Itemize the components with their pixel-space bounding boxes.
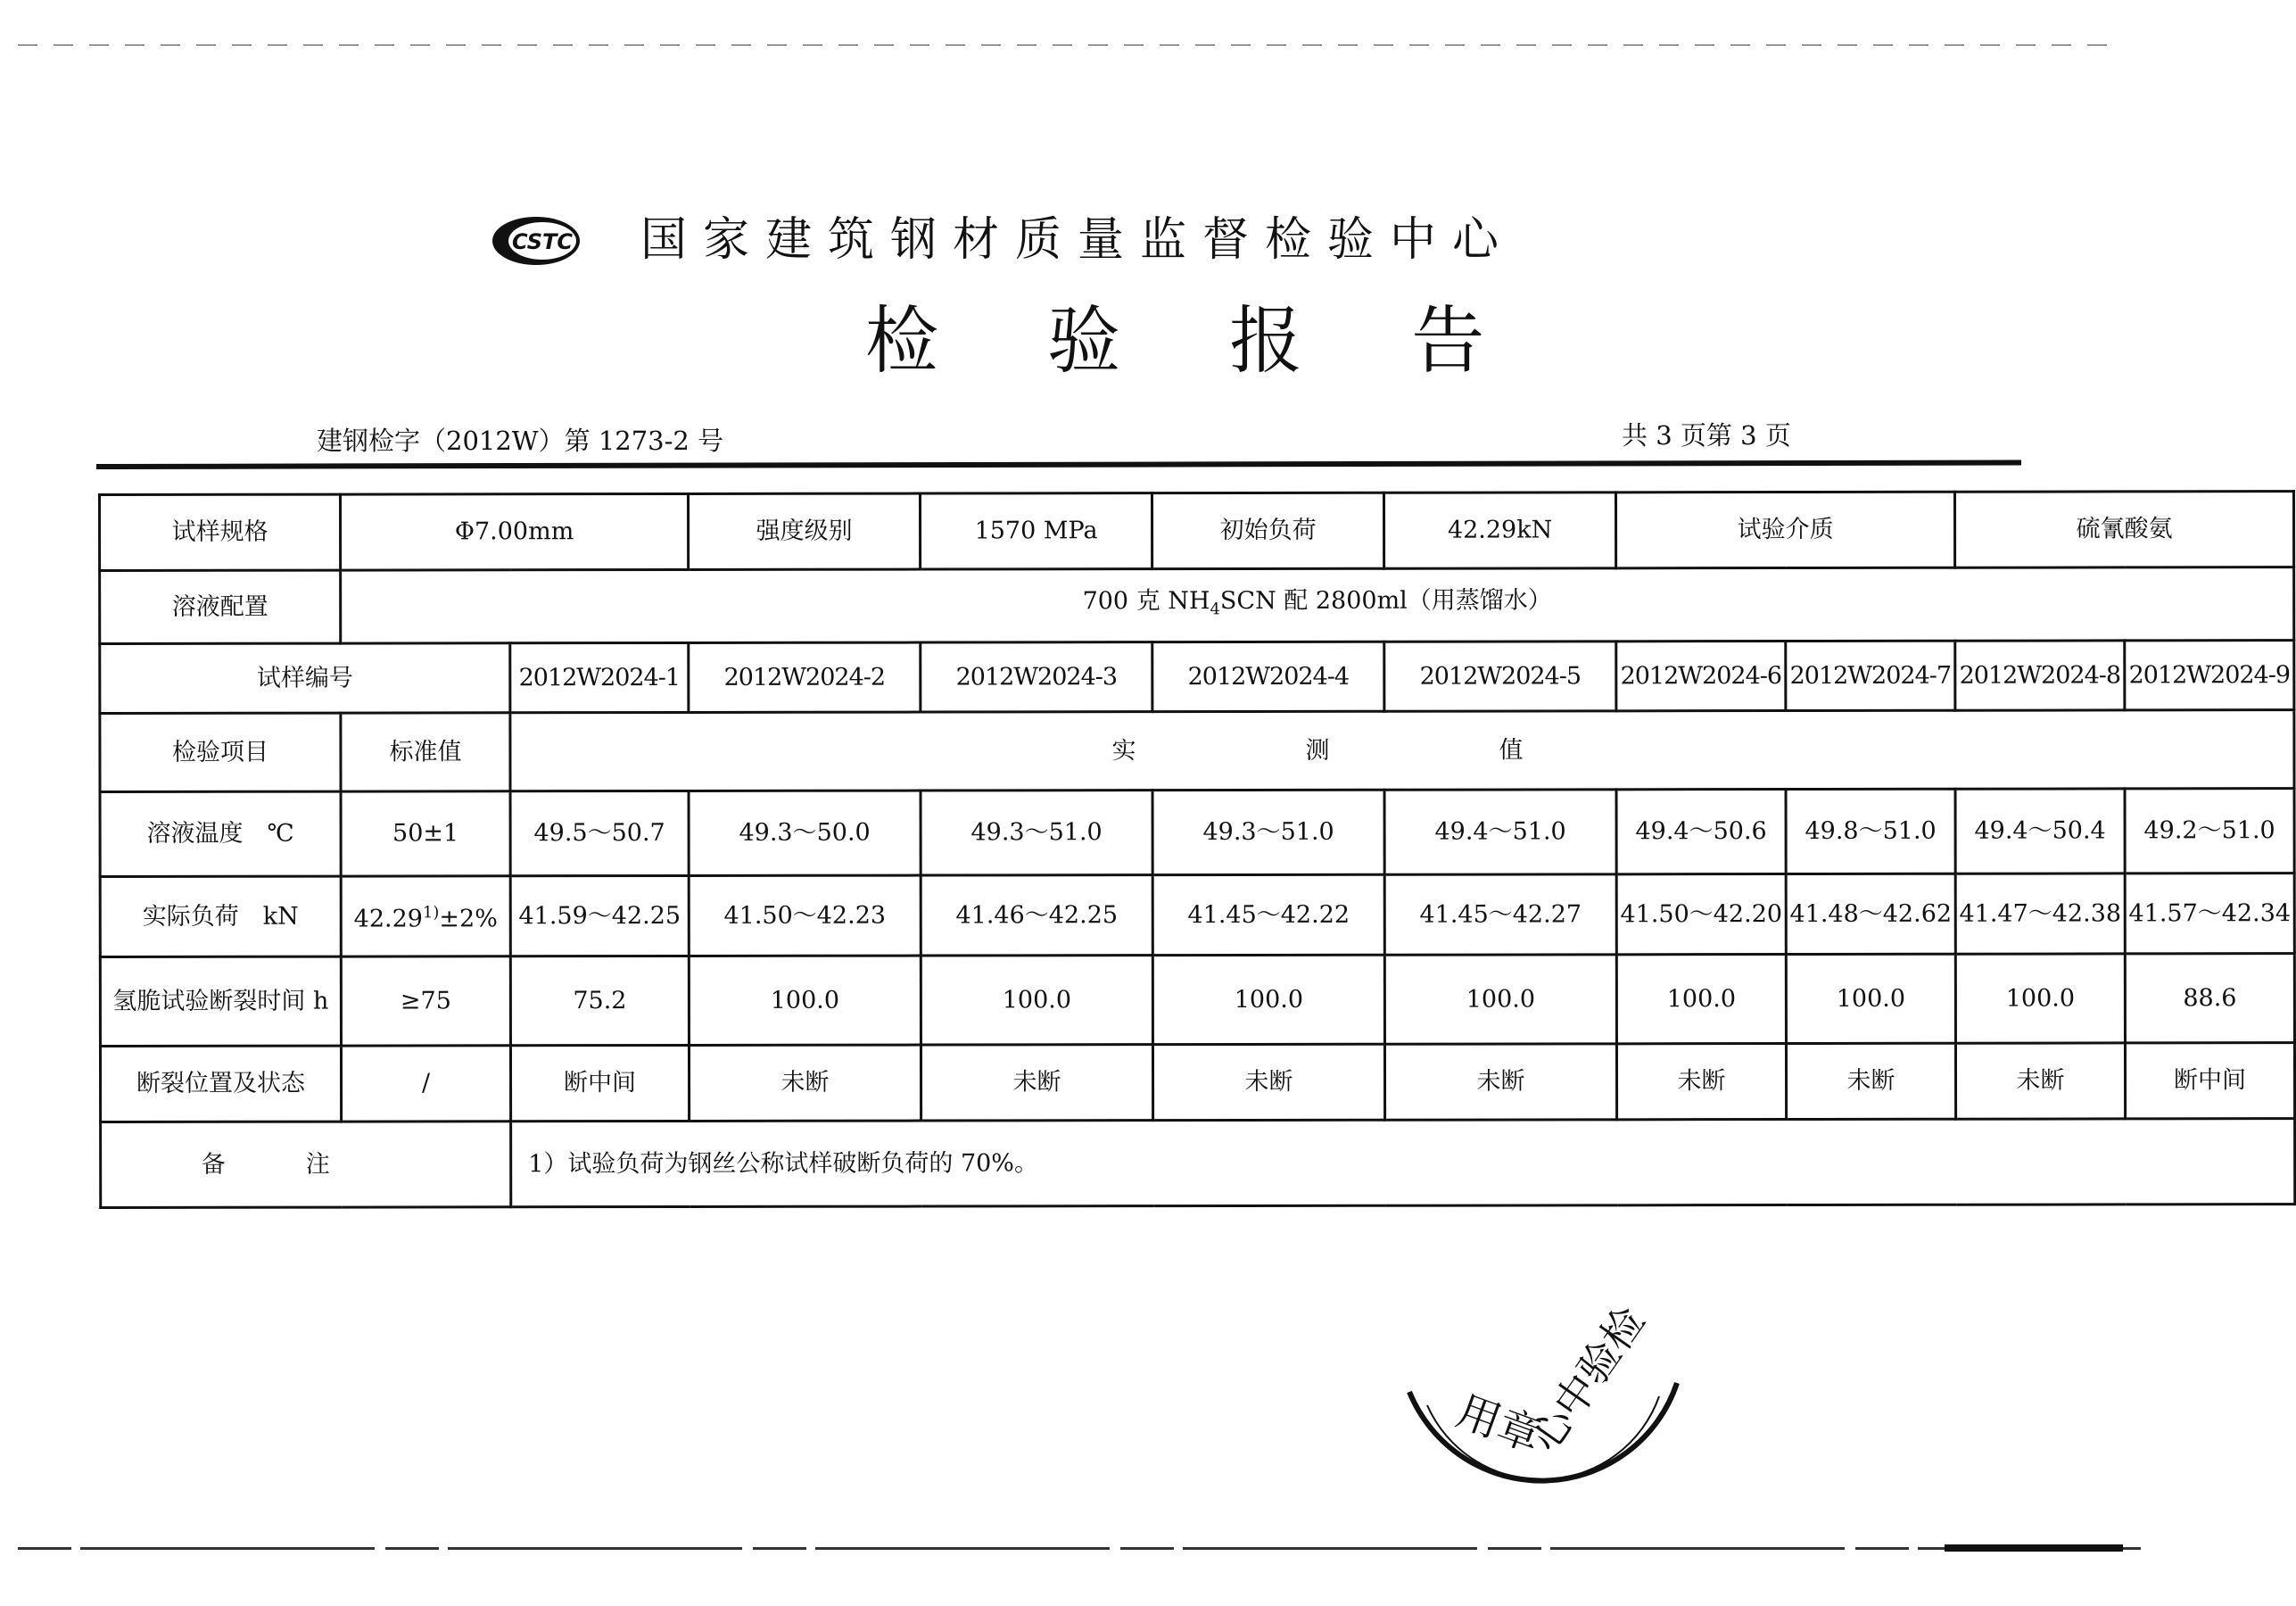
report-header xyxy=(0,201,2141,272)
standard-heading: 标准值 xyxy=(341,713,510,791)
report-number: 建钢检字（2012W）第 1273-2 号 xyxy=(317,426,724,456)
document-title: 检 验 报 告 xyxy=(865,299,1528,384)
solution-value-prefix: 700 克 NH xyxy=(1082,586,1210,616)
load-standard-main: 42.29 xyxy=(353,905,423,933)
sample-id: 2012W2024-6 xyxy=(1616,642,1786,711)
temperature-value: 49.4～51.0 xyxy=(1384,790,1616,874)
sample-id: 2012W2024-7 xyxy=(1786,641,1955,710)
fracture-position-value: 断中间 xyxy=(510,1045,689,1121)
fracture-position-label: 断裂位置及状态 xyxy=(100,1046,341,1122)
svg-text:心中验检: 心中验检 xyxy=(1520,1297,1655,1461)
item-heading: 检验项目 xyxy=(100,713,341,791)
load-value: 41.50～42.20 xyxy=(1616,874,1786,955)
initial-load-label: 初始负荷 xyxy=(1152,493,1384,568)
load-value: 41.48～42.62 xyxy=(1786,873,1955,954)
grade-label: 强度级别 xyxy=(689,493,921,569)
fracture-position-value: 未断 xyxy=(689,1045,921,1121)
fracture-time-value: 100.0 xyxy=(1616,955,1786,1044)
fracture-position-value: 断中间 xyxy=(2125,1043,2294,1119)
fracture-time-value: 100.0 xyxy=(921,956,1152,1045)
load-value: 41.47～42.38 xyxy=(1955,873,2125,954)
organization-name: 国家建筑钢材质量监督检验中心 xyxy=(640,213,1516,267)
load-value: 41.59～42.25 xyxy=(510,875,689,956)
remarks-label: 备注 xyxy=(101,1122,511,1208)
header-rule xyxy=(96,459,2021,469)
svg-text:CSTC: CSTC xyxy=(511,229,574,254)
grade-value: 1570 MPa xyxy=(921,493,1152,569)
solution-value xyxy=(341,567,2294,643)
fracture-time-value: 75.2 xyxy=(510,956,689,1045)
load-value: 41.50～42.23 xyxy=(689,875,921,956)
measured-heading: 实测值 xyxy=(510,710,2294,791)
table-row-sample-ids xyxy=(100,641,2294,714)
initial-load-value: 42.29kN xyxy=(1384,493,1616,568)
scan-artifact-top xyxy=(18,45,2123,46)
temperature-value: 49.3～51.0 xyxy=(921,791,1152,875)
fracture-time-value: 100.0 xyxy=(1152,955,1384,1044)
fracture-time-standard: ≥75 xyxy=(341,956,510,1046)
table-row-fracture-position xyxy=(100,1043,2294,1122)
temperature-value: 49.8～51.0 xyxy=(1786,789,1955,873)
table-row-solution xyxy=(100,567,2294,644)
medium-label: 试验介质 xyxy=(1616,492,1955,568)
svg-text:用章: 用章 xyxy=(1449,1386,1549,1463)
solution-label: 溶液配置 xyxy=(100,570,341,643)
sample-id: 2012W2024-4 xyxy=(1152,642,1384,711)
table-row-heading xyxy=(100,710,2294,792)
table-row-temperature xyxy=(100,789,2294,877)
fracture-time-value: 100.0 xyxy=(1955,954,2125,1043)
fracture-time-value: 88.6 xyxy=(2125,954,2294,1043)
sample-id: 2012W2024-5 xyxy=(1384,642,1616,711)
table-row-load xyxy=(100,873,2294,957)
load-standard-footnote: 1) xyxy=(422,903,440,923)
temperature-value: 49.4～50.4 xyxy=(1955,789,2125,873)
fracture-position-value: 未断 xyxy=(921,1045,1152,1121)
table-row-remarks xyxy=(101,1119,2295,1208)
load-label: 实际负荷 kN xyxy=(100,876,341,956)
page-info: 共 3 页第 3 页 xyxy=(1622,420,1791,451)
medium-value: 硫氰酸氨 xyxy=(1954,492,2293,568)
inspection-table xyxy=(98,490,2296,1209)
solution-value-subscript: 4 xyxy=(1210,600,1220,619)
sample-id: 2012W2024-3 xyxy=(921,642,1152,712)
sample-id: 2012W2024-8 xyxy=(1955,641,2125,710)
temperature-value: 49.5～50.7 xyxy=(510,791,689,875)
load-value: 41.45～42.22 xyxy=(1152,874,1384,955)
fracture-time-value: 100.0 xyxy=(1384,955,1616,1044)
fracture-position-value: 未断 xyxy=(1384,1044,1616,1120)
temperature-label: 溶液温度 ℃ xyxy=(100,791,341,876)
temperature-standard: 50±1 xyxy=(341,791,510,876)
remarks-value: 1）试验负荷为钢丝公称试样破断负荷的 70%。 xyxy=(511,1119,2295,1207)
load-value: 41.46～42.25 xyxy=(921,875,1152,956)
sample-id: 2012W2024-2 xyxy=(689,642,921,712)
fracture-position-value: 未断 xyxy=(1955,1043,2125,1119)
fracture-time-value: 100.0 xyxy=(689,956,921,1045)
fracture-position-value: 未断 xyxy=(1786,1043,1955,1119)
sample-id-label: 试样编号 xyxy=(100,643,510,714)
fracture-time-value: 100.0 xyxy=(1786,954,1955,1043)
cstc-logo xyxy=(491,215,582,267)
load-value: 41.45～42.27 xyxy=(1384,874,1616,955)
spec-label: 试样规格 xyxy=(100,494,341,570)
load-standard-tail: ±2% xyxy=(439,905,498,933)
solution-value-suffix: SCN 配 2800ml（用蒸馏水） xyxy=(1219,586,1552,615)
fracture-position-value: 未断 xyxy=(1616,1044,1786,1120)
fracture-position-standard: / xyxy=(341,1046,510,1122)
scan-artifact-bottom xyxy=(18,1547,2141,1550)
official-seal xyxy=(1392,1297,1695,1561)
table-row-spec xyxy=(100,492,2294,571)
sample-id: 2012W2024-9 xyxy=(2125,641,2294,710)
temperature-value: 49.4～50.6 xyxy=(1616,790,1786,874)
temperature-value: 49.3～50.0 xyxy=(689,791,921,875)
scan-artifact-bottom-bar xyxy=(1945,1544,2123,1552)
temperature-value: 49.2～51.0 xyxy=(2125,789,2294,873)
sample-id: 2012W2024-1 xyxy=(510,642,689,712)
spec-value: Φ7.00mm xyxy=(341,493,689,570)
load-value: 41.57～42.34 xyxy=(2125,873,2294,954)
table-row-fracture-time xyxy=(100,954,2294,1047)
temperature-value: 49.3～51.0 xyxy=(1152,790,1384,874)
load-standard xyxy=(341,876,510,956)
fracture-time-label: 氢脆试验断裂时间 h xyxy=(100,956,341,1046)
fracture-position-value: 未断 xyxy=(1152,1044,1384,1120)
